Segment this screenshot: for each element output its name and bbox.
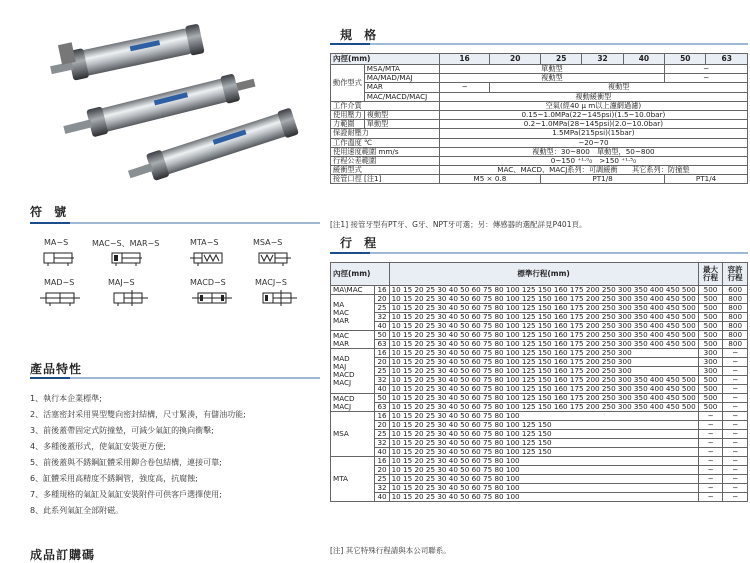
- stroke-standard-cell: 10 15 20 25 30 40 50 60 75 80 100 125 150 160 175 200 250 300: [389, 367, 698, 376]
- stroke-max-cell: 500: [698, 322, 723, 331]
- stroke-bore-cell: 40: [375, 385, 389, 394]
- spec-heading: 規 格: [340, 28, 381, 42]
- stroke-allow-cell: −: [723, 493, 748, 502]
- stroke-bore-cell: 25: [375, 475, 389, 484]
- stroke-max-cell: 500: [698, 295, 723, 304]
- spec-row-label: 保證耐壓力: [331, 129, 440, 138]
- stroke-allow-cell: −: [723, 412, 748, 421]
- spec-row-sublabel: 單動型: [364, 120, 439, 129]
- stroke-allow-cell: −: [723, 385, 748, 394]
- spec-row-value: 0.15~1.0MPa(22~145psi)(1.5~10.0bar): [439, 110, 747, 119]
- stroke-standard-cell: 10 15 20 25 30 40 50 60 75 80 100: [389, 457, 698, 466]
- stroke-standard-cell: 10 15 20 25 30 40 50 60 75 80 100 125 150 160 175 200 250 300 350 400 450 500: [389, 322, 698, 331]
- stroke-bore-cell: 40: [375, 448, 389, 457]
- order-code-heading: 成品訂購碼: [30, 548, 96, 562]
- spec-action-value: 單動型: [439, 65, 664, 74]
- stroke-allow-cell: 800: [723, 304, 748, 313]
- stroke-max-cell: 300: [698, 367, 723, 376]
- stroke-max-cell: 500: [698, 313, 723, 322]
- feature-item: 2、活塞密封采用異型雙向密封結構，尺寸緊湊，有儲油功能;: [30, 410, 246, 419]
- stroke-group-label: MAC MAR: [331, 331, 375, 349]
- spec-row-value: PT1/4: [665, 175, 748, 184]
- stroke-bore-cell: 63: [375, 340, 389, 349]
- stroke-group-label: MA\MAC: [331, 286, 375, 295]
- spec-action-name: MA/MAD/MAJ: [364, 74, 439, 83]
- spec-action-value: 複動型: [439, 74, 664, 83]
- stroke-standard-cell: 10 15 20 25 30 40 50 60 75 80 100 125 150 160 175 200 250 300 350 400 450 500: [389, 376, 698, 385]
- stroke-allow-cell: −: [723, 349, 748, 358]
- symbol-label-ma-s: MA−S: [44, 238, 69, 247]
- stroke-header-standard: 標準行程(mm): [389, 263, 698, 286]
- stroke-standard-cell: 10 15 20 25 30 40 50 60 75 80 100: [389, 484, 698, 493]
- spec-row-value: MAC、MACD、MACJ系列：可調緩衝 其它系列：防撞墊: [439, 166, 747, 175]
- spec-row-value: PT1/8: [541, 175, 665, 184]
- spec-action-value: 複動緩衝型: [439, 92, 747, 101]
- double-rod-cushion-symbol-icon: [192, 290, 232, 306]
- spec-row-label: 使用速度範圍 mm/s: [331, 147, 440, 156]
- stroke-allow-cell: 800: [723, 313, 748, 322]
- stroke-standard-cell: 10 15 20 25 30 40 50 60 75 80 100 125 150: [389, 439, 698, 448]
- stroke-group-label: MA MAC MAR: [331, 295, 375, 331]
- adjustable-cushion-symbol-icon: [257, 290, 297, 306]
- stroke-standard-cell: 10 15 20 25 30 40 50 60 75 80 100 125 150 160 175 200 250 300 350 400 450 500: [389, 313, 698, 322]
- spec-row-label: 力範圍: [331, 120, 365, 129]
- spec-action-value: 複動型: [490, 83, 748, 92]
- heading-divider: [330, 252, 748, 254]
- cylinder-product-photo: [30, 20, 315, 190]
- stroke-bore-cell: 16: [375, 457, 389, 466]
- spec-header-16: 16: [439, 54, 490, 65]
- stroke-max-cell: −: [698, 475, 723, 484]
- spec-header-bore: 內徑(mm): [331, 54, 440, 65]
- stroke-allow-cell: −: [723, 403, 748, 412]
- stroke-bore-cell: 16: [375, 286, 389, 295]
- spec-table: [330, 53, 748, 184]
- stroke-allow-cell: −: [723, 475, 748, 484]
- symbol-heading: 符 號: [30, 205, 71, 219]
- spec-note: [注1] 接管牙型有PT牙、G牙、NPT牙可選；另：傳感器的選配詳見P401頁。: [330, 220, 587, 229]
- stroke-allow-cell: 800: [723, 322, 748, 331]
- stroke-max-cell: −: [698, 430, 723, 439]
- stroke-standard-cell: 10 15 20 25 30 40 50 60 75 80 100 125 150 160 175 200 250 300 350 400 450 500: [389, 403, 698, 412]
- spring-cylinder-symbol-icon: [190, 250, 226, 266]
- spec-header-63: 63: [706, 54, 748, 65]
- stroke-header-max: 最大行程: [698, 263, 723, 286]
- table-row: [331, 493, 748, 502]
- stroke-max-cell: 500: [698, 394, 723, 403]
- stroke-max-cell: −: [698, 457, 723, 466]
- stroke-bore-cell: 40: [375, 493, 389, 502]
- stroke-standard-cell: 10 15 20 25 30 40 50 60 75 80 100: [389, 466, 698, 475]
- spec-header-25: 25: [541, 54, 582, 65]
- spring-return-symbol-icon: [255, 250, 291, 266]
- stroke-standard-cell: 10 15 20 25 30 40 50 60 75 80 100 125 150 160 175 200 250 300 350 400 450 500: [389, 304, 698, 313]
- stroke-standard-cell: 10 15 20 25 30 40 50 60 75 80 100 125 150 160 175 200 250 300: [389, 349, 698, 358]
- stroke-max-cell: −: [698, 493, 723, 502]
- stroke-allow-cell: 600: [723, 286, 748, 295]
- stroke-bore-cell: 25: [375, 304, 389, 313]
- feature-item: 7、多種規格的氣缸及氣缸安裝附件可供客戶選擇使用;: [30, 490, 222, 499]
- stroke-allow-cell: −: [723, 430, 748, 439]
- left-column: [0, 0, 322, 563]
- stroke-bore-cell: 50: [375, 331, 389, 340]
- stroke-standard-cell: 10 15 20 25 30 40 50 60 75 80 100 125 150: [389, 448, 698, 457]
- stroke-max-cell: 300: [698, 358, 723, 367]
- stroke-allow-cell: −: [723, 457, 748, 466]
- spec-row-label: 行程公差範圍: [331, 156, 440, 165]
- feature-item: 4、多種後蓋形式，使氣缸安裝更方便;: [30, 442, 166, 451]
- spec-row-value: −20~70: [439, 138, 747, 147]
- adjustable-cylinder-symbol-icon: [108, 290, 148, 306]
- heading-divider: [30, 377, 320, 379]
- stroke-bore-cell: 16: [375, 412, 389, 421]
- stroke-allow-cell: −: [723, 466, 748, 475]
- stroke-bore-cell: 50: [375, 394, 389, 403]
- stroke-max-cell: 300: [698, 349, 723, 358]
- stroke-header-bore: 內徑(mm): [331, 263, 390, 286]
- stroke-bore-cell: 20: [375, 295, 389, 304]
- spec-row-label: 緩衝型式: [331, 166, 440, 175]
- symbol-label-msa-s: MSA−S: [253, 238, 283, 247]
- stroke-bore-cell: 20: [375, 421, 389, 430]
- stroke-standard-cell: 10 15 20 25 30 40 50 60 75 80 100 125 150 160 175 200 250 300: [389, 358, 698, 367]
- stroke-header-allow: 容許行程: [723, 263, 748, 286]
- stroke-bore-cell: 63: [375, 403, 389, 412]
- spec-action-name: MAR: [364, 83, 439, 92]
- symbol-label-mta-s: MTA−S: [190, 238, 219, 247]
- spec-header-32: 32: [582, 54, 623, 65]
- spec-row-label: 工作溫度 ℃: [331, 138, 440, 147]
- spec-row-value: M5 × 0.8: [439, 175, 540, 184]
- stroke-max-cell: 500: [698, 385, 723, 394]
- symbol-label-mad-s: MAD−S: [44, 278, 75, 287]
- stroke-max-cell: 500: [698, 403, 723, 412]
- heading-divider: [30, 222, 320, 224]
- feature-item: 1、執行本企業標準;: [30, 394, 102, 403]
- spec-row-sublabel: 複動型: [364, 110, 439, 119]
- spec-action-value: −: [665, 74, 748, 83]
- stroke-max-cell: −: [698, 466, 723, 475]
- feature-item: 5、前後蓋與不銹鋼缸體采用鉚合卷包結構，連接可靠;: [30, 458, 222, 467]
- cylinder-symbol-icon: [40, 250, 76, 266]
- stroke-max-cell: 500: [698, 331, 723, 340]
- spec-row-label: 接管口徑 [注1]: [331, 175, 440, 184]
- symbol-label-mac-s: MAC−S、MAR−S: [92, 239, 160, 248]
- stroke-max-cell: −: [698, 421, 723, 430]
- stroke-standard-cell: 10 15 20 25 30 40 50 60 75 80 100: [389, 475, 698, 484]
- stroke-standard-cell: 10 15 20 25 30 40 50 60 75 80 100 125 150 160 175 200 250 300 350 400 450 500: [389, 394, 698, 403]
- feature-heading: 產品特性: [30, 362, 83, 376]
- symbol-label-macj-s: MACJ−S: [255, 278, 287, 287]
- stroke-table: [330, 262, 748, 502]
- spec-header-40: 40: [623, 54, 664, 65]
- stroke-max-cell: −: [698, 439, 723, 448]
- stroke-max-cell: 500: [698, 286, 723, 295]
- stroke-standard-cell: 10 15 20 25 30 40 50 60 75 80 100: [389, 493, 698, 502]
- stroke-standard-cell: 10 15 20 25 30 40 50 60 75 80 100 125 150 160 175 200 250 300 350 400 450 500: [389, 331, 698, 340]
- cushion-cylinder-symbol-icon: [108, 250, 144, 266]
- stroke-bore-cell: 32: [375, 484, 389, 493]
- stroke-group-label: MSA: [331, 412, 375, 457]
- stroke-note: [注] 其它特殊行程請與本公司聯系。: [330, 546, 451, 555]
- stroke-bore-cell: 25: [375, 367, 389, 376]
- feature-item: 3、前後蓋帶固定式防撞墊，可減少氣缸的換向衝擊;: [30, 426, 214, 435]
- spec-action-name: MSA/MTA: [364, 65, 439, 74]
- stroke-allow-cell: −: [723, 376, 748, 385]
- stroke-max-cell: −: [698, 484, 723, 493]
- stroke-bore-cell: 32: [375, 313, 389, 322]
- stroke-standard-cell: 10 15 20 25 30 40 50 60 75 80 100 125 150: [389, 430, 698, 439]
- stroke-standard-cell: 10 15 20 25 30 40 50 60 75 80 100 125 150 160 175 200 250 300 350 400 450 500: [389, 286, 698, 295]
- stroke-allow-cell: −: [723, 439, 748, 448]
- stroke-table-body: [331, 286, 748, 502]
- stroke-bore-cell: 32: [375, 439, 389, 448]
- stroke-max-cell: −: [698, 448, 723, 457]
- symbol-label-macd-s: MACD−S: [190, 278, 226, 287]
- stroke-heading: 行 程: [340, 236, 381, 250]
- stroke-group-label: MTA: [331, 457, 375, 502]
- spec-row-value: 0.2~1.0MPa(28~145psi)(2.0~10.0bar): [439, 120, 747, 129]
- spec-header-50: 50: [665, 54, 706, 65]
- stroke-bore-cell: 20: [375, 466, 389, 475]
- stroke-allow-cell: −: [723, 367, 748, 376]
- stroke-allow-cell: −: [723, 421, 748, 430]
- right-column: [328, 0, 750, 563]
- stroke-bore-cell: 20: [375, 358, 389, 367]
- stroke-bore-cell: 16: [375, 349, 389, 358]
- feature-item: 8、此系列氣缸全部附磁。: [30, 506, 124, 515]
- stroke-bore-cell: 40: [375, 322, 389, 331]
- stroke-allow-cell: 800: [723, 295, 748, 304]
- heading-divider: [330, 43, 748, 45]
- spec-row-value: 1.5MPa(215psi)(15bar): [439, 129, 747, 138]
- spec-row-value: 空氣(經40 μ m以上濾網過濾): [439, 101, 747, 110]
- spec-row-label: 使用壓力: [331, 110, 365, 119]
- symbol-label-maj-s: MAJ−S: [108, 278, 135, 287]
- stroke-standard-cell: 10 15 20 25 30 40 50 60 75 80 100 125 150 160 175 200 250 300 350 400 450 500: [389, 385, 698, 394]
- spec-header-20: 20: [490, 54, 541, 65]
- stroke-allow-cell: 800: [723, 331, 748, 340]
- stroke-bore-cell: 32: [375, 376, 389, 385]
- stroke-max-cell: 500: [698, 340, 723, 349]
- spec-action-value: −: [439, 83, 490, 92]
- stroke-max-cell: 500: [698, 376, 723, 385]
- stroke-standard-cell: 10 15 20 25 30 40 50 60 75 80 100: [389, 412, 698, 421]
- spec-action-label: 動作型式: [331, 65, 365, 102]
- spec-row-label: 工作介質: [331, 101, 440, 110]
- stroke-max-cell: 500: [698, 304, 723, 313]
- stroke-standard-cell: 10 15 20 25 30 40 50 60 75 80 100 125 150 160 175 200 250 300 350 400 450 500: [389, 295, 698, 304]
- stroke-allow-cell: −: [723, 484, 748, 493]
- stroke-bore-cell: 25: [375, 430, 389, 439]
- spec-action-value: −: [665, 65, 748, 74]
- spec-row-value: 複動型：30~800 單動型，50~800: [439, 147, 747, 156]
- stroke-allow-cell: −: [723, 358, 748, 367]
- stroke-standard-cell: 10 15 20 25 30 40 50 60 75 80 100 125 150 160 175 200 250 300 350 400 450 500: [389, 340, 698, 349]
- stroke-max-cell: −: [698, 412, 723, 421]
- stroke-allow-cell: 800: [723, 340, 748, 349]
- spec-action-name: MAC/MACD/MACJ: [364, 92, 439, 101]
- stroke-group-label: MAD MAJ MACD MACJ: [331, 349, 375, 394]
- stroke-allow-cell: −: [723, 394, 748, 403]
- stroke-group-label: MACD MACJ: [331, 394, 375, 412]
- spec-row-value: 0~150 ⁺¹·⁰₀ >150 ⁺¹·⁵₀: [439, 156, 747, 165]
- feature-item: 6、缸體采用高精度不銹鋼管，強度高，抗腐蝕;: [30, 474, 198, 483]
- stroke-allow-cell: −: [723, 448, 748, 457]
- stroke-standard-cell: 10 15 20 25 30 40 50 60 75 80 100 125 150: [389, 421, 698, 430]
- double-rod-symbol-icon: [40, 290, 80, 306]
